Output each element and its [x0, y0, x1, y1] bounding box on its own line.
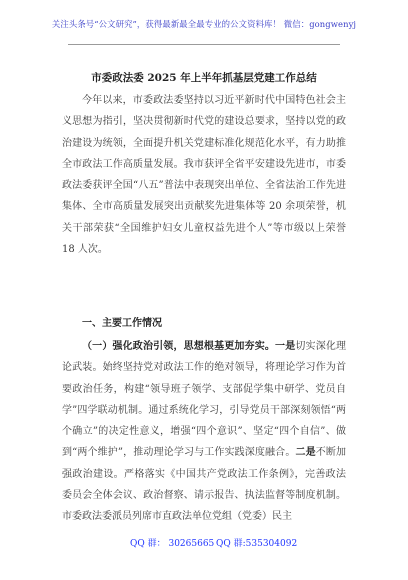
point-text-1: 切实深化理论武装。始终坚持党对政法工作的绝对领导，将理论学习作为首要政治任务，构建“领导班子领学、支部促学集中研学、党员自学”四学联动机制。通过系统化学习，引导党员干部深刻领悟“两个确立”的决定性意义，增强“四个意识”、坚定“四个自信”、做到“两个维护”，推动理论学习与工作实践深度融合。	[62, 341, 347, 459]
document-title: 市委政法委 2025 年上半年抓基层党建工作总结	[91, 72, 317, 84]
footer-qq-group-2: QQ 群:535304092	[216, 539, 298, 549]
point-marker-2: 二是	[295, 447, 316, 459]
point-marker-1: 一是	[275, 341, 296, 352]
footer-qq-group-1: QQ 群： 30265665	[130, 539, 215, 549]
section-heading: 一、主要工作情况	[82, 318, 162, 329]
intro-paragraph: 今年以来，市委政法委坚持以习近平新时代中国特色社会主义思想为指引，坚决贯彻新时代党的建设总要求，坚持以党的政治建设为统领，全面提升机关党建标准化规范化水平，有力助推全市政法工作高质量发展。我市获评全省平安建设先进市，市委政法委获评全国“八五”普法中表现突出单位、全省法治工作先进集体、全市高质量发展突出贡献奖先进集体等 20 余项荣誉，机关干部荣获“全国维护妇女儿童权益先进个人”等市级以上荣誉 18 人次。	[62, 95, 346, 256]
subsection-paragraph	[62, 336, 346, 528]
subsection-heading: （一）强化政治引领，思想根基更加夯实。	[82, 341, 276, 352]
banner-divider	[68, 44, 340, 45]
top-banner: 关注头条号“公文研究”，获得最新最全最专业的公文资料库！ 微信：gongwenyj	[51, 19, 357, 29]
point-text-2: 不断加强政治建设。严格落实《中国共产党政法工作条例》，完善政法委员会全体会议、政治督察、请示报告、执法监督等制度机制。市委政法委派员列席市直政法单位党组（党委）民主	[62, 447, 347, 523]
